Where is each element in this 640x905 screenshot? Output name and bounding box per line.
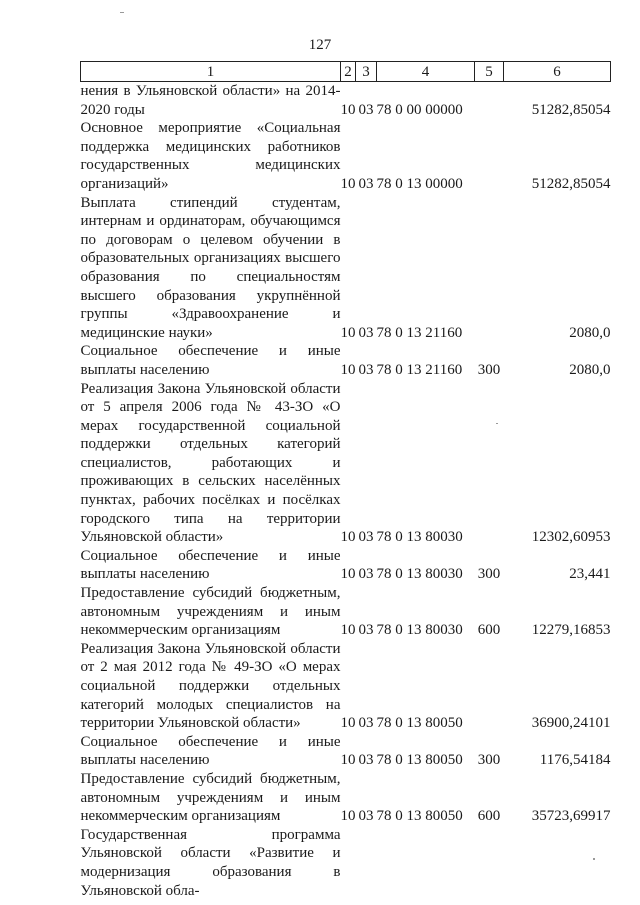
subsection-code: 03 xyxy=(358,752,374,769)
expense-type-code: 600 xyxy=(477,622,501,639)
subsection-code: 03 xyxy=(358,101,374,118)
table-row xyxy=(81,82,611,120)
amount: 12302,60953 xyxy=(531,529,611,546)
column-header: 4 xyxy=(377,62,475,82)
target-article-code: 78 0 13 21160 xyxy=(376,324,463,341)
row-description: Предоставление субсидий бюджетным, автономным учреждениям и иным некоммерческим организациям xyxy=(80,770,341,825)
subsection-code: 03 xyxy=(358,175,374,192)
amount xyxy=(504,826,611,900)
expense-type-code: 300 xyxy=(477,566,501,583)
expense-type-code: 600 xyxy=(477,808,501,825)
expense-type-code xyxy=(475,82,504,120)
row-description: Основное мероприятие «Социальная поддержка медицинских работников государственных медицинских организаций» xyxy=(80,120,341,192)
table-row xyxy=(81,342,611,379)
subsection-code: 03 xyxy=(358,361,374,378)
table-row xyxy=(81,547,611,584)
column-header: 6 xyxy=(504,62,611,82)
table-row xyxy=(81,770,611,826)
subsection-code: 03 xyxy=(358,808,374,825)
section-code: 10 xyxy=(340,752,356,769)
amount: 2080,0 xyxy=(569,361,611,378)
row-description: Реализация Закона Ульяновской области от 2 мая 2012 года № 49-ЗО «О мерах социальной поддержки отдельных категорий молодых специалистов на территории Ульяновской области» xyxy=(80,640,341,732)
row-description: Социальное обеспечение и иные выплаты населению xyxy=(80,547,341,583)
scan-speck xyxy=(120,12,124,13)
section-code: 10 xyxy=(340,361,356,378)
row-description: Государственная программа Ульяновской области «Развитие и модернизация образования в Ульяновской обла- xyxy=(80,826,341,899)
expense-type-code: 300 xyxy=(477,752,501,769)
section-code: 10 xyxy=(340,324,356,341)
target-article-code: 78 0 13 80030 xyxy=(376,566,463,583)
target-article-code: 78 0 13 80050 xyxy=(376,715,463,732)
expense-type-code xyxy=(475,826,504,900)
page-number: 127 xyxy=(308,37,332,53)
table-row xyxy=(81,733,611,770)
expense-type-code xyxy=(475,194,504,343)
amount: 51282,85054 xyxy=(531,175,611,192)
target-article-code: 78 0 13 80050 xyxy=(376,808,463,825)
subsection-code: 03 xyxy=(358,324,374,341)
row-description: Реализация Закона Ульяновской области от 5 апреля 2006 года № 43-ЗО «О мерах государственной социальной поддержки отдельных категорий специалистов, работающих и проживающих в сельских населённых пунктах, рабочих посёлках и посёлках городского типа на территории Ульяновской области» xyxy=(80,380,341,546)
row-description: Выплата стипендий студентам, интернам и ординаторам, обучающимся по договорам о целевом обучении в образовательных организациях высшего образования по специальностям высшего образования укрупнённой группы «Здравоохранение и медицинские науки» xyxy=(80,194,341,341)
column-header: 1 xyxy=(81,62,341,82)
target-article-code: 78 0 13 80050 xyxy=(376,752,463,769)
target-article-code: 78 0 13 80030 xyxy=(376,622,463,639)
column-header: 3 xyxy=(356,62,377,82)
section-code: 10 xyxy=(340,566,356,583)
table-row xyxy=(81,584,611,640)
row-description: нения в Ульяновской области» на 2014-2020 годы xyxy=(80,83,341,118)
target-article-code: 78 0 13 00000 xyxy=(376,175,463,192)
budget-table xyxy=(80,61,611,900)
target-article-code: 78 0 13 21160 xyxy=(376,361,463,378)
expense-type-code xyxy=(475,380,504,547)
amount: 1176,54184 xyxy=(539,752,611,769)
target-article-code: 78 0 13 80030 xyxy=(376,529,463,546)
target-article-code xyxy=(377,826,475,900)
section-code: 10 xyxy=(340,715,356,732)
column-header: 5 xyxy=(475,62,504,82)
expense-type-code xyxy=(475,119,504,193)
subsection-code: 03 xyxy=(358,529,374,546)
expense-type-code: 300 xyxy=(477,361,501,378)
table-row xyxy=(81,380,611,547)
section-code xyxy=(341,826,356,900)
subsection-code xyxy=(356,826,377,900)
section-code: 10 xyxy=(340,808,356,825)
table-row xyxy=(81,826,611,900)
row-description: Социальное обеспечение и иные выплаты населению xyxy=(80,343,341,378)
section-code: 10 xyxy=(340,622,356,639)
amount: 12279,16853 xyxy=(531,622,611,639)
amount: 23,441 xyxy=(569,566,611,583)
amount: 36900,24101 xyxy=(531,715,611,732)
table-row xyxy=(81,119,611,193)
section-code: 10 xyxy=(340,529,356,546)
table-row xyxy=(81,194,611,343)
row-description: Социальное обеспечение и иные выплаты населению xyxy=(80,733,341,769)
subsection-code: 03 xyxy=(358,566,374,583)
table-row xyxy=(81,640,611,733)
target-article-code: 78 0 00 00000 xyxy=(376,101,463,118)
subsection-code: 03 xyxy=(358,622,374,639)
section-code: 10 xyxy=(340,101,356,118)
amount: 2080,0 xyxy=(569,324,611,341)
amount: 51282,85054 xyxy=(531,101,611,118)
column-header: 2 xyxy=(341,62,356,82)
amount: 35723,69917 xyxy=(531,808,611,825)
expense-type-code xyxy=(475,640,504,733)
table-header-row xyxy=(81,62,611,82)
row-description: Предоставление субсидий бюджетным, автономным учреждениям и иным некоммерческим организациям xyxy=(80,585,341,639)
subsection-code: 03 xyxy=(358,715,374,732)
section-code: 10 xyxy=(340,175,356,192)
